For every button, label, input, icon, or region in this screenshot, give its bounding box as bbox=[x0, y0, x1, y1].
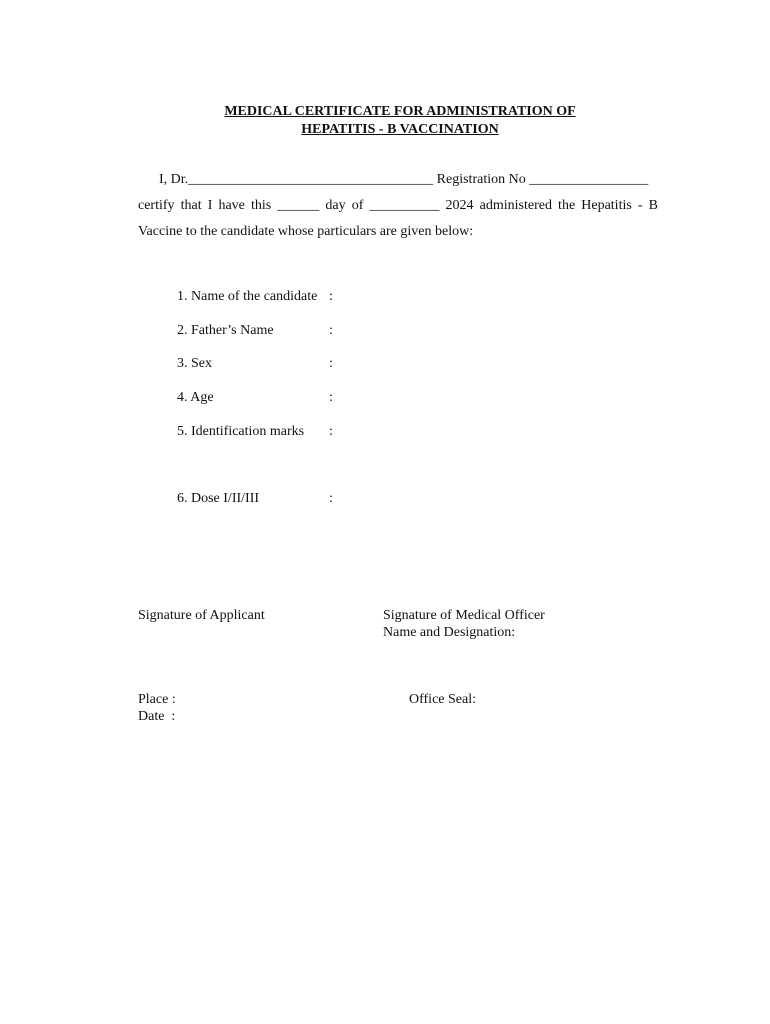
field-label-age: 4. Age bbox=[177, 390, 214, 405]
name-designation-label: Name and Designation: bbox=[383, 625, 516, 640]
field-colon-name: : bbox=[329, 289, 333, 304]
field-colon-dose: : bbox=[329, 491, 333, 506]
title-line-1: MEDICAL CERTIFICATE FOR ADMINISTRATION OF bbox=[224, 104, 576, 119]
field-colon-sex: : bbox=[329, 356, 333, 371]
medical-officer-signature-label: Signature of Medical Officer bbox=[383, 608, 545, 623]
doctor-registration-line: I, Dr.___________________________________ Registration No _________________ bbox=[159, 172, 649, 187]
applicant-signature-label: Signature of Applicant bbox=[138, 608, 265, 623]
field-colon-father: : bbox=[329, 323, 333, 338]
field-label-name: 1. Name of the candidate bbox=[177, 289, 318, 304]
title-line-2: HEPATITIS - B VACCINATION bbox=[301, 122, 499, 137]
vaccine-line: Vaccine to the candidate whose particulars are given below: bbox=[138, 224, 474, 239]
field-colon-age: : bbox=[329, 390, 333, 405]
date-label: Date : bbox=[138, 709, 176, 724]
certify-line: certify that I have this ______ day of __________ 2024 administered the Hepatitis - B bbox=[138, 198, 658, 213]
field-colon-identification: : bbox=[329, 424, 333, 439]
place-label: Place : bbox=[138, 692, 176, 707]
field-label-sex: 3. Sex bbox=[177, 356, 212, 371]
field-label-identification: 5. Identification marks bbox=[177, 424, 305, 439]
office-seal-label: Office Seal: bbox=[409, 692, 476, 707]
field-label-dose: 6. Dose I/II/III bbox=[177, 491, 260, 506]
field-label-father: 2. Father’s Name bbox=[177, 323, 274, 338]
